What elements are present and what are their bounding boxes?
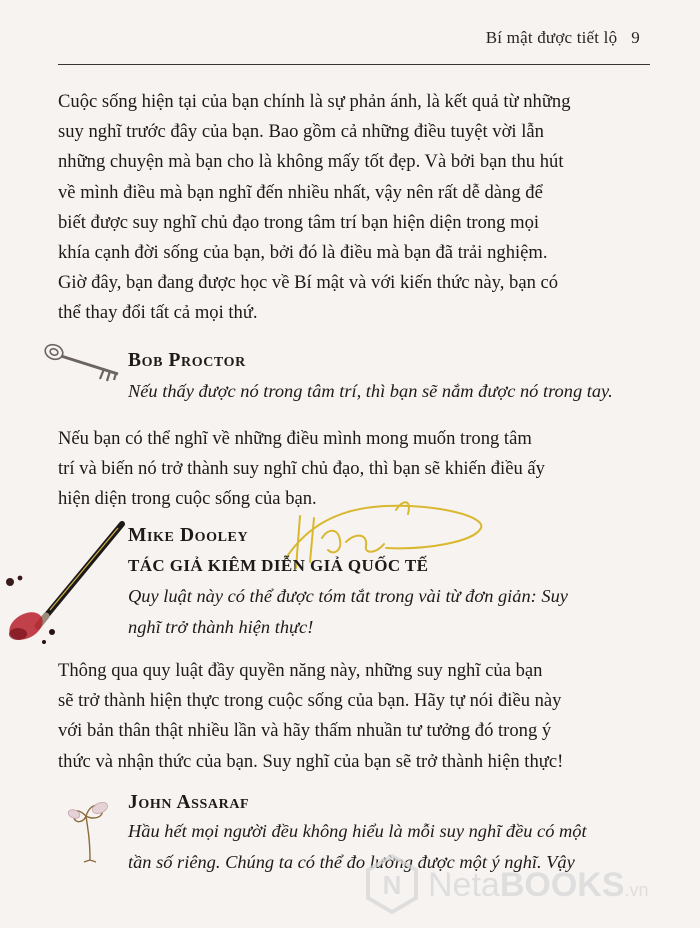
flower-icon	[60, 790, 126, 864]
watermark-logo-letter: N	[382, 870, 402, 900]
quote-text	[128, 581, 648, 643]
quote-text	[128, 376, 648, 407]
quote-line: Nếu thấy được nó trong tâm trí, thì bạn sẽ nắm được nó trong tay.	[128, 381, 613, 401]
text-line: về mình điều mà bạn nghĩ đến nhiều nhất, vậy nên rất dễ dàng để	[58, 181, 543, 203]
speaker-name: Mike Dooley	[128, 525, 249, 546]
svg-text:NetaBOOKS.vn	[428, 866, 649, 904]
text-line: Thông qua quy luật đầy quyền năng này, những suy nghĩ của bạn	[58, 660, 543, 681]
text-line: thức và nhận thức của bạn. Suy nghĩ của bạn sẽ trở thành hiện thực!	[58, 750, 564, 772]
paintbrush-icon	[0, 520, 130, 650]
quote-line: Quy luật này có thể được tóm tắt trong vài từ đơn giản: Suy	[128, 586, 568, 606]
chapter-title: Bí mật được tiết lộ	[485, 28, 618, 47]
speaker-role: TÁC GIẢ KIÊM DIỄN GIẢ QUỐC TẾ	[128, 556, 429, 575]
text-line: thể thay đổi tất cả mọi thứ.	[58, 302, 258, 324]
text-line: Cuộc sống hiện tại của bạn chính là sự phản ánh, là kết quả từ những	[58, 91, 571, 112]
text-line: trí và biến nó trở thành suy nghĩ chủ đạo, thì bạn sẽ khiến điều ấy	[58, 458, 545, 480]
text-line: biết được suy nghĩ chủ đạo trong tâm trí bạn hiện diện trong mọi	[58, 211, 540, 233]
text-line: khía cạnh đời sống của bạn, bởi đó là điều mà bạn đã trải nghiệm.	[58, 242, 548, 264]
body-paragraph-3	[58, 656, 648, 777]
text-line: những chuyện mà bạn cho là không mấy tốt đẹp. Và bởi bạn thu hút	[58, 151, 564, 173]
watermark-brand-part1: Neta	[428, 866, 500, 904]
text-line: hiện diện trong cuộc sống của bạn.	[58, 488, 317, 510]
speaker-name: Bob Proctor	[128, 350, 246, 371]
header-rule	[58, 64, 650, 65]
quote-block-mike-dooley	[128, 523, 648, 643]
text-line: Nếu bạn có thể nghĩ về những điều mình mong muốn trong tâm	[58, 428, 532, 449]
body-paragraph-1	[58, 87, 648, 329]
quote-block-bob-proctor	[128, 348, 648, 407]
text-line: Giờ đây, bạn đang được học về Bí mật và với kiến thức này, bạn có	[58, 272, 559, 294]
text-line: với bản thân thật nhiều lần và hãy thấm nhuần tư tưởng đó trong ý	[58, 720, 552, 742]
running-header	[486, 28, 640, 48]
quote-line: nghĩ trở thành hiện thực!	[128, 617, 314, 637]
key-icon	[40, 338, 128, 388]
watermark-brand-part2: BOOKS	[499, 866, 625, 904]
text-line: sẽ trở thành hiện thực trong cuộc sống của bạn. Hãy tự nói điều này	[58, 690, 562, 712]
quote-line: tần số riêng. Chúng ta có thể đo lường được một ý nghĩ. Vậy	[128, 852, 575, 872]
text-line: suy nghĩ trước đây của bạn. Bao gồm cả những điều tuyệt vời lẫn	[58, 121, 544, 143]
netabooks-watermark	[362, 850, 692, 920]
page-number: 9	[631, 28, 640, 47]
quote-line: Hầu hết mọi người đều không hiểu là mỗi suy nghĩ đều có một	[128, 821, 587, 841]
speaker-name: John Assaraf	[128, 792, 250, 813]
watermark-suffix: .vn	[624, 880, 649, 900]
